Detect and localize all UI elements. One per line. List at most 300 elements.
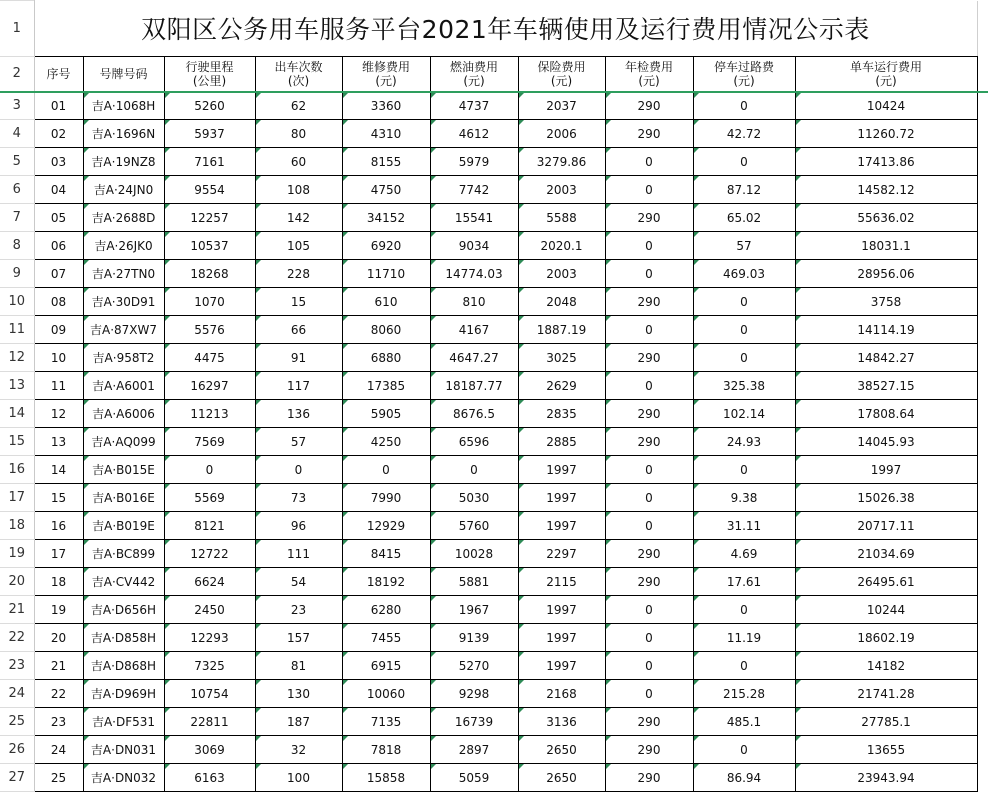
table-cell[interactable]: 0 [605, 512, 693, 540]
table-cell[interactable]: 32 [255, 736, 342, 764]
table-cell[interactable]: 吉A·B015E [83, 456, 164, 484]
table-cell[interactable]: 610 [342, 288, 430, 316]
table-cell[interactable]: 157 [255, 624, 342, 652]
table-cell[interactable]: 42.72 [693, 120, 795, 148]
column-header [342, 57, 430, 92]
table-cell[interactable]: 10424 [795, 92, 977, 120]
table-cell[interactable]: 18187.77 [430, 372, 518, 400]
empty-cell [977, 288, 988, 316]
table-cell[interactable]: 6915 [342, 652, 430, 680]
table-cell[interactable]: 5576 [164, 316, 255, 344]
table-cell[interactable]: 0 [605, 148, 693, 176]
table-cell[interactable]: 0 [605, 456, 693, 484]
table-cell[interactable]: 10060 [342, 680, 430, 708]
table-cell[interactable]: 5881 [430, 568, 518, 596]
table-cell[interactable]: 吉A·87XW7 [83, 316, 164, 344]
table-cell[interactable]: 100 [255, 764, 342, 792]
table-cell[interactable]: 0 [605, 652, 693, 680]
table-cell[interactable]: 18268 [164, 260, 255, 288]
table-cell[interactable]: 14842.27 [795, 344, 977, 372]
table-cell[interactable]: 9034 [430, 232, 518, 260]
table-cell[interactable]: 4310 [342, 120, 430, 148]
table-cell[interactable]: 吉A·B019E [83, 512, 164, 540]
table-cell[interactable]: 0 [164, 456, 255, 484]
table-cell[interactable]: 11213 [164, 400, 255, 428]
table-cell[interactable]: 18192 [342, 568, 430, 596]
table-cell[interactable]: 26495.61 [795, 568, 977, 596]
table-cell[interactable]: 6624 [164, 568, 255, 596]
column-header [430, 57, 518, 92]
table-cell[interactable]: 2020.1 [518, 232, 605, 260]
table-cell[interactable]: 07 [34, 260, 83, 288]
table-cell[interactable]: 吉A·24JN0 [83, 176, 164, 204]
row-header[interactable]: 27 [0, 764, 34, 792]
row-header[interactable]: 20 [0, 568, 34, 596]
table-cell[interactable]: 12293 [164, 624, 255, 652]
table-cell[interactable]: 10 [34, 344, 83, 372]
table-cell[interactable]: 09 [34, 316, 83, 344]
table-cell[interactable]: 11.19 [693, 624, 795, 652]
table-cell[interactable]: 5260 [164, 92, 255, 120]
table-cell[interactable]: 吉A·958T2 [83, 344, 164, 372]
table-cell[interactable]: 17 [34, 540, 83, 568]
table-cell[interactable]: 吉A·BC899 [83, 540, 164, 568]
table-cell[interactable]: 0 [605, 372, 693, 400]
table-cell[interactable]: 吉A·30D91 [83, 288, 164, 316]
table-cell[interactable]: 27785.1 [795, 708, 977, 736]
table-cell[interactable]: 2048 [518, 288, 605, 316]
empty-cell [977, 232, 988, 260]
table-cell[interactable]: 0 [693, 288, 795, 316]
table-cell[interactable]: 吉A·DN031 [83, 736, 164, 764]
row-header[interactable]: 22 [0, 624, 34, 652]
table-cell[interactable]: 290 [605, 568, 693, 596]
table-cell[interactable]: 4612 [430, 120, 518, 148]
table-cell[interactable]: 7325 [164, 652, 255, 680]
table-cell[interactable]: 54 [255, 568, 342, 596]
table-cell[interactable]: 3136 [518, 708, 605, 736]
table-cell[interactable]: 3360 [342, 92, 430, 120]
table-cell[interactable]: 12722 [164, 540, 255, 568]
table-cell[interactable]: 1997 [518, 624, 605, 652]
table-row [0, 232, 988, 260]
table-cell[interactable]: 5979 [430, 148, 518, 176]
table-cell[interactable]: 14045.93 [795, 428, 977, 456]
table-cell[interactable]: 7742 [430, 176, 518, 204]
table-cell[interactable]: 1070 [164, 288, 255, 316]
table-row [0, 288, 988, 316]
table-cell[interactable]: 2897 [430, 736, 518, 764]
table-cell[interactable]: 吉A·DF531 [83, 708, 164, 736]
row-header[interactable]: 5 [0, 148, 34, 176]
column-header-label: 年检费用 [624, 59, 673, 74]
table-cell[interactable]: 1967 [430, 596, 518, 624]
table-cell[interactable]: 23943.94 [795, 764, 977, 792]
table-cell[interactable]: 7569 [164, 428, 255, 456]
table-cell[interactable]: 11260.72 [795, 120, 977, 148]
table-cell[interactable]: 2003 [518, 260, 605, 288]
table-cell[interactable]: 7455 [342, 624, 430, 652]
table-cell[interactable]: 21 [34, 652, 83, 680]
table-cell[interactable]: 12 [34, 400, 83, 428]
empty-cell [977, 624, 988, 652]
table-cell[interactable]: 15858 [342, 764, 430, 792]
table-cell[interactable]: 9554 [164, 176, 255, 204]
table-cell[interactable]: 0 [693, 92, 795, 120]
table-cell[interactable]: 1997 [518, 456, 605, 484]
table-row [0, 540, 988, 568]
table-cell[interactable]: 14774.03 [430, 260, 518, 288]
table-cell[interactable]: 17.61 [693, 568, 795, 596]
table-cell[interactable]: 25 [34, 764, 83, 792]
row-header[interactable]: 10 [0, 288, 34, 316]
table-cell[interactable]: 62 [255, 92, 342, 120]
row-header[interactable]: 15 [0, 428, 34, 456]
row-header[interactable]: 23 [0, 652, 34, 680]
table-cell[interactable]: 12929 [342, 512, 430, 540]
table-cell[interactable]: 2650 [518, 764, 605, 792]
table-cell[interactable]: 3279.86 [518, 148, 605, 176]
table-cell[interactable]: 1997 [518, 484, 605, 512]
table-cell[interactable]: 0 [693, 456, 795, 484]
table-cell[interactable]: 2835 [518, 400, 605, 428]
table-cell[interactable]: 9298 [430, 680, 518, 708]
table-cell[interactable]: 16297 [164, 372, 255, 400]
table-cell[interactable]: 810 [430, 288, 518, 316]
table-cell[interactable]: 17385 [342, 372, 430, 400]
table-cell[interactable]: 0 [255, 456, 342, 484]
table-cell[interactable]: 06 [34, 232, 83, 260]
table-cell[interactable]: 6163 [164, 764, 255, 792]
table-cell[interactable]: 8155 [342, 148, 430, 176]
table-cell[interactable]: 吉A·D656H [83, 596, 164, 624]
table-cell[interactable]: 2037 [518, 92, 605, 120]
table-cell[interactable]: 1997 [518, 596, 605, 624]
table-cell[interactable]: 18031.1 [795, 232, 977, 260]
table-cell[interactable]: 吉A·27TN0 [83, 260, 164, 288]
row-header[interactable]: 13 [0, 372, 34, 400]
table-cell[interactable]: 16 [34, 512, 83, 540]
table-cell[interactable]: 0 [605, 484, 693, 512]
table-cell[interactable]: 290 [605, 92, 693, 120]
column-header [255, 57, 342, 92]
table-cell[interactable]: 14114.19 [795, 316, 977, 344]
row-header[interactable]: 21 [0, 596, 34, 624]
table-cell[interactable]: 吉A·D858H [83, 624, 164, 652]
table-cell[interactable]: 142 [255, 204, 342, 232]
table-cell[interactable]: 10028 [430, 540, 518, 568]
table-cell[interactable]: 20717.11 [795, 512, 977, 540]
table-cell[interactable]: 8060 [342, 316, 430, 344]
column-header-label: 停车过路费 [713, 59, 774, 74]
table-cell[interactable]: 23 [34, 708, 83, 736]
table-cell[interactable]: 20 [34, 624, 83, 652]
table-cell[interactable]: 11710 [342, 260, 430, 288]
row-header[interactable]: 9 [0, 260, 34, 288]
empty-cell [977, 120, 988, 148]
table-cell[interactable]: 290 [605, 204, 693, 232]
table-cell[interactable]: 65.02 [693, 204, 795, 232]
table-cell[interactable]: 290 [605, 428, 693, 456]
table-cell[interactable]: 1887.19 [518, 316, 605, 344]
table-cell[interactable]: 7135 [342, 708, 430, 736]
table-cell[interactable]: 19 [34, 596, 83, 624]
table-cell[interactable]: 6920 [342, 232, 430, 260]
empty-cell [977, 176, 988, 204]
table-cell[interactable]: 5030 [430, 484, 518, 512]
table-cell[interactable]: 117 [255, 372, 342, 400]
table-cell[interactable]: 0 [605, 316, 693, 344]
table-cell[interactable]: 11 [34, 372, 83, 400]
table-cell[interactable]: 0 [430, 456, 518, 484]
table-cell[interactable]: 3069 [164, 736, 255, 764]
table-cell[interactable]: 22 [34, 680, 83, 708]
table-cell[interactable]: 81 [255, 652, 342, 680]
table-cell[interactable]: 0 [693, 316, 795, 344]
table-cell[interactable]: 18 [34, 568, 83, 596]
table-row [0, 736, 988, 764]
row-header[interactable]: 16 [0, 456, 34, 484]
table-cell[interactable]: 2168 [518, 680, 605, 708]
table-cell[interactable]: 290 [605, 540, 693, 568]
table-cell[interactable]: 0 [693, 736, 795, 764]
table-cell[interactable]: 3758 [795, 288, 977, 316]
table-cell[interactable]: 4475 [164, 344, 255, 372]
table-cell[interactable]: 130 [255, 680, 342, 708]
table-cell[interactable]: 2885 [518, 428, 605, 456]
table-cell[interactable]: 17808.64 [795, 400, 977, 428]
table-cell[interactable]: 吉A·1696N [83, 120, 164, 148]
table-cell[interactable]: 325.38 [693, 372, 795, 400]
table-cell[interactable]: 5059 [430, 764, 518, 792]
table-cell[interactable]: 290 [605, 288, 693, 316]
table-cell[interactable]: 80 [255, 120, 342, 148]
table-cell[interactable]: 0 [693, 344, 795, 372]
table-cell[interactable]: 8121 [164, 512, 255, 540]
empty-cell [977, 92, 988, 120]
table-cell[interactable]: 2003 [518, 176, 605, 204]
table-cell[interactable]: 0 [605, 680, 693, 708]
table-cell[interactable]: 0 [605, 596, 693, 624]
table-cell[interactable]: 228 [255, 260, 342, 288]
table-cell[interactable]: 87.12 [693, 176, 795, 204]
table-cell[interactable]: 15 [255, 288, 342, 316]
table-cell[interactable]: 8415 [342, 540, 430, 568]
table-cell[interactable]: 5588 [518, 204, 605, 232]
table-cell[interactable]: 13 [34, 428, 83, 456]
table-row [0, 428, 988, 456]
table-cell[interactable]: 14182 [795, 652, 977, 680]
table-cell[interactable]: 8676.5 [430, 400, 518, 428]
table-cell[interactable]: 111 [255, 540, 342, 568]
page-title: 双阳区公务用车服务平台2021年车辆使用及运行费用情况公示表 [34, 1, 977, 57]
table-cell[interactable]: 91 [255, 344, 342, 372]
table-cell[interactable]: 0 [605, 260, 693, 288]
table-cell[interactable]: 2115 [518, 568, 605, 596]
table-cell[interactable]: 吉A·A6001 [83, 372, 164, 400]
table-cell[interactable]: 6880 [342, 344, 430, 372]
table-cell[interactable]: 290 [605, 344, 693, 372]
table-cell[interactable]: 22811 [164, 708, 255, 736]
table-cell[interactable]: 73 [255, 484, 342, 512]
table-cell[interactable]: 吉A·D868H [83, 652, 164, 680]
table-cell[interactable]: 7161 [164, 148, 255, 176]
table-cell[interactable]: 102.14 [693, 400, 795, 428]
table-cell[interactable]: 吉A·CV442 [83, 568, 164, 596]
table-row [0, 764, 988, 792]
table-cell[interactable]: 0 [693, 652, 795, 680]
table-cell[interactable]: 17413.86 [795, 148, 977, 176]
table-cell[interactable]: 16739 [430, 708, 518, 736]
table-cell[interactable]: 2297 [518, 540, 605, 568]
table-cell[interactable]: 10537 [164, 232, 255, 260]
table-cell[interactable]: 38527.15 [795, 372, 977, 400]
row-header[interactable]: 12 [0, 344, 34, 372]
table-cell[interactable]: 10754 [164, 680, 255, 708]
table-cell[interactable]: 0 [693, 596, 795, 624]
table-cell[interactable]: 吉A·AQ099 [83, 428, 164, 456]
table-cell[interactable]: 08 [34, 288, 83, 316]
table-cell[interactable]: 4250 [342, 428, 430, 456]
table-cell[interactable]: 04 [34, 176, 83, 204]
table-cell[interactable]: 290 [605, 120, 693, 148]
table-cell[interactable]: 1997 [795, 456, 977, 484]
table-cell[interactable]: 4647.27 [430, 344, 518, 372]
table-cell[interactable]: 6280 [342, 596, 430, 624]
table-cell[interactable]: 5569 [164, 484, 255, 512]
column-header-unit: (公里) [192, 73, 227, 88]
table-cell[interactable]: 5270 [430, 652, 518, 680]
table-cell[interactable]: 13655 [795, 736, 977, 764]
table-cell[interactable]: 2450 [164, 596, 255, 624]
table-cell[interactable]: 215.28 [693, 680, 795, 708]
table-cell[interactable]: 14 [34, 456, 83, 484]
table-cell[interactable]: 03 [34, 148, 83, 176]
table-cell[interactable]: 21741.28 [795, 680, 977, 708]
table-cell[interactable]: 57 [693, 232, 795, 260]
table-cell[interactable]: 21034.69 [795, 540, 977, 568]
table-cell[interactable]: 15026.38 [795, 484, 977, 512]
table-cell[interactable]: 吉A·1068H [83, 92, 164, 120]
row-header[interactable]: 17 [0, 484, 34, 512]
table-cell[interactable]: 9.38 [693, 484, 795, 512]
table-cell[interactable]: 10244 [795, 596, 977, 624]
row-header[interactable]: 8 [0, 232, 34, 260]
row-header[interactable]: 14 [0, 400, 34, 428]
table-cell[interactable]: 60 [255, 148, 342, 176]
table-cell[interactable]: 105 [255, 232, 342, 260]
row-header[interactable]: 3 [0, 92, 34, 120]
table-cell[interactable]: 吉A·A6006 [83, 400, 164, 428]
table-cell[interactable]: 0 [342, 456, 430, 484]
table-cell[interactable]: 57 [255, 428, 342, 456]
table-cell[interactable]: 5937 [164, 120, 255, 148]
table-cell[interactable]: 14582.12 [795, 176, 977, 204]
table-cell[interactable]: 4167 [430, 316, 518, 344]
column-header-unit: (元) [463, 73, 485, 88]
table-cell[interactable]: 66 [255, 316, 342, 344]
column-header [34, 57, 83, 92]
table-cell[interactable]: 吉A·2688D [83, 204, 164, 232]
row-header[interactable]: 2 [0, 57, 34, 92]
table-cell[interactable]: 15 [34, 484, 83, 512]
table-cell[interactable]: 0 [605, 624, 693, 652]
table-cell[interactable]: 2006 [518, 120, 605, 148]
table-cell[interactable]: 3025 [518, 344, 605, 372]
column-header-unit: (元) [875, 73, 897, 88]
table-cell[interactable]: 31.11 [693, 512, 795, 540]
table-cell[interactable]: 23 [255, 596, 342, 624]
table-cell[interactable]: 吉A·B016E [83, 484, 164, 512]
table-cell[interactable]: 290 [605, 708, 693, 736]
table-cell[interactable]: 34152 [342, 204, 430, 232]
row-header[interactable]: 18 [0, 512, 34, 540]
row-header[interactable]: 4 [0, 120, 34, 148]
table-cell[interactable]: 12257 [164, 204, 255, 232]
row-header[interactable]: 26 [0, 736, 34, 764]
table-cell[interactable]: 136 [255, 400, 342, 428]
row-header[interactable]: 6 [0, 176, 34, 204]
table-cell[interactable]: 18602.19 [795, 624, 977, 652]
row-header[interactable]: 7 [0, 204, 34, 232]
table-cell[interactable]: 2650 [518, 736, 605, 764]
empty-cell [977, 456, 988, 484]
table-cell[interactable]: 2629 [518, 372, 605, 400]
table-cell[interactable]: 24 [34, 736, 83, 764]
table-cell[interactable]: 4750 [342, 176, 430, 204]
table-cell[interactable]: 吉A·19NZ8 [83, 148, 164, 176]
row-header[interactable]: 1 [0, 1, 34, 57]
table-cell[interactable]: 7818 [342, 736, 430, 764]
table-cell[interactable]: 469.03 [693, 260, 795, 288]
table-cell[interactable]: 02 [34, 120, 83, 148]
table-cell[interactable]: 0 [605, 232, 693, 260]
table-cell[interactable]: 6596 [430, 428, 518, 456]
table-cell[interactable]: 1997 [518, 512, 605, 540]
table-cell[interactable]: 吉A·DN032 [83, 764, 164, 792]
table-cell[interactable]: 0 [605, 176, 693, 204]
table-cell[interactable]: 4.69 [693, 540, 795, 568]
table-cell[interactable]: 96 [255, 512, 342, 540]
table-cell[interactable]: 0 [693, 148, 795, 176]
table-cell[interactable]: 28956.06 [795, 260, 977, 288]
row-header[interactable]: 11 [0, 316, 34, 344]
row-header[interactable]: 25 [0, 708, 34, 736]
table-cell[interactable]: 9139 [430, 624, 518, 652]
table-cell[interactable]: 7990 [342, 484, 430, 512]
table-cell[interactable]: 05 [34, 204, 83, 232]
table-cell[interactable]: 55636.02 [795, 204, 977, 232]
table-cell[interactable]: 187 [255, 708, 342, 736]
row-header[interactable]: 19 [0, 540, 34, 568]
table-cell[interactable]: 290 [605, 400, 693, 428]
table-cell[interactable]: 01 [34, 92, 83, 120]
table-cell[interactable]: 5760 [430, 512, 518, 540]
table-cell[interactable]: 1997 [518, 652, 605, 680]
row-header[interactable]: 24 [0, 680, 34, 708]
table-cell[interactable]: 24.93 [693, 428, 795, 456]
table-cell[interactable]: 5905 [342, 400, 430, 428]
table-cell[interactable]: 108 [255, 176, 342, 204]
table-cell[interactable]: 15541 [430, 204, 518, 232]
table-cell[interactable]: 290 [605, 764, 693, 792]
table-cell[interactable]: 吉A·D969H [83, 680, 164, 708]
table-cell[interactable]: 485.1 [693, 708, 795, 736]
table-cell[interactable]: 86.94 [693, 764, 795, 792]
table-cell[interactable]: 4737 [430, 92, 518, 120]
table-cell[interactable]: 吉A·26JK0 [83, 232, 164, 260]
table-cell[interactable]: 290 [605, 736, 693, 764]
